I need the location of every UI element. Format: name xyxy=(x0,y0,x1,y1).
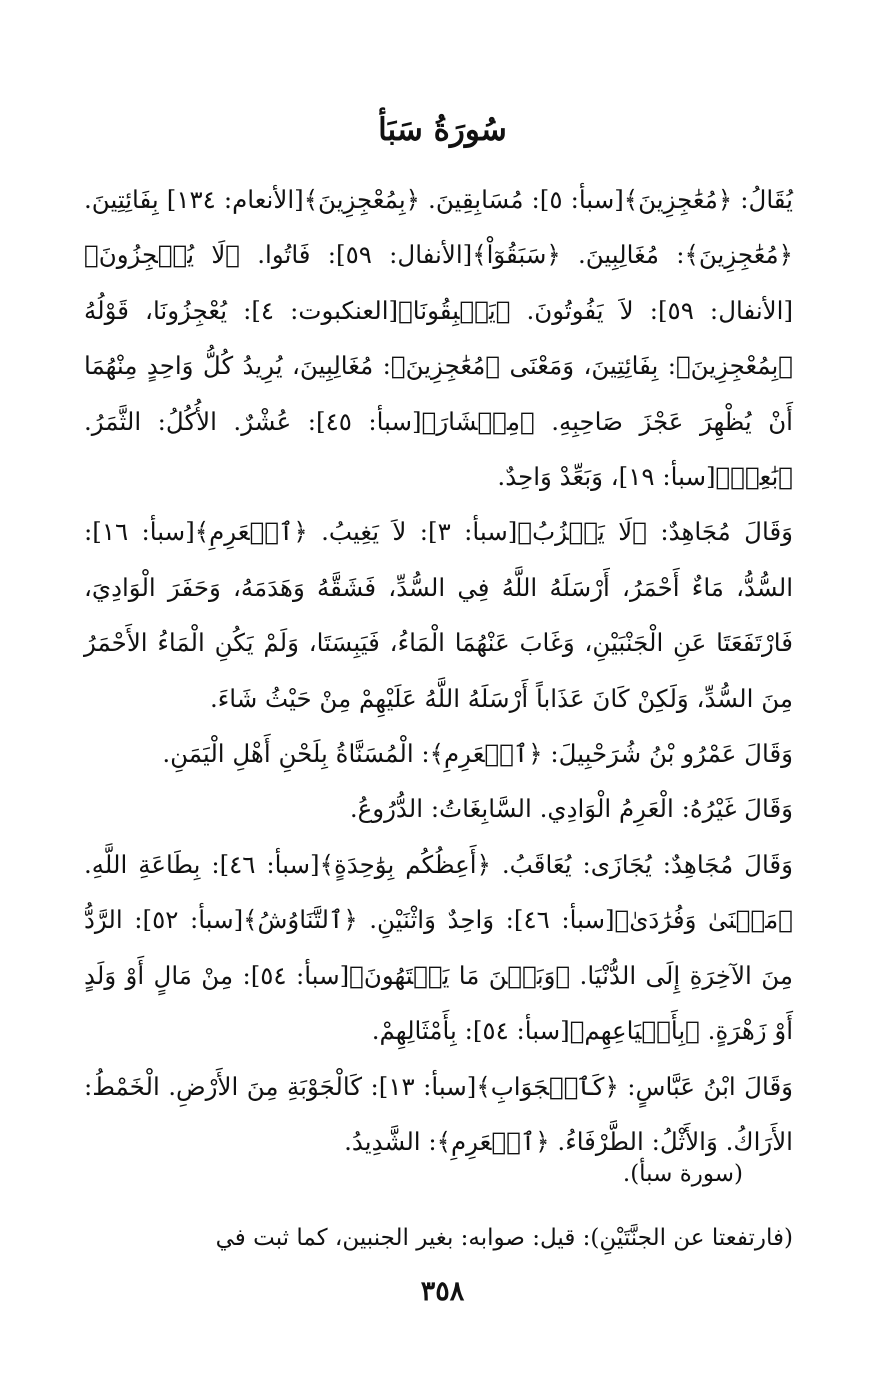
paragraph-muajizin: يُقَالُ: ﴿مُعَٰجِزِينَ﴾[سبأ: ٥]: مُسَابِقِينَ. ﴿بِمُعْجِزِينَ﴾[الأنعام: ١٣٤] بِفَائِتِينَ. ﴿مُعَٰجِزِينَ﴾: مُغَالِبِينَ. ﴿سَبَقُوٓاْ﴾[الأنفال: ٥٩]: فَاتُوا. ﴿لَا يُعۡجِزُونَ﴾[الأنفال: ٥٩]: لاَ يَفُوتُونَ. ﴿يَسۡبِقُونَا﴾[العنكبوت: ٤]: يُعْجِزُونَا، قَوْلُهُ ﴿بِمُعْجِزِينَ﴾: بِفَائِتِينَ، وَمَعْنَى ﴿مُعَٰجِزِينَ﴾: مُغَالِبِينَ، يُرِيدُ كُلُّ وَاحِدٍ مِنْهُمَا أَنْ يُظْهِرَ عَجْزَ صَاحِبِهِ. ﴿مِعۡشَارَ﴾[سبأ: ٤٥]: عُشْرٌ. الأُكُلُ: الثَّمَرُ. ﴿بَٰعِدۡ﴾[سبأ: ١٩]، وَبَعِّدْ وَاحِدٌ. xyxy=(84,185,794,492)
footnote-heading: (سورة سبأ). xyxy=(622,1161,743,1187)
paragraph-others: وَقَالَ غَيْرُهُ: الْعَرِمُ الْوَادِي. السَّابِغَاتُ: الدُّرُوعُ. xyxy=(349,794,793,824)
paragraph-ibn-abbas: وَقَالَ ابْنُ عَبَّاسٍ: ﴿كَٱلۡجَوَابِ﴾[سبأ: ١٣]: كَالْجَوْبَةِ مِنَ الأَرْضِ. الْخَمْطُ: الأَرَاكُ. وَالأَثْلُ: الطَّرْفَاءُ. ﴿ٱلۡعَرِمِ﴾: الشَّدِيدُ. xyxy=(84,1071,793,1156)
commentary-text xyxy=(84,172,793,1169)
paragraph-mujahid-yujaza: وَقَالَ مُجَاهِدٌ: يُجَازَى: يُعَاقَبُ. ﴿أَعِظُكُم بِوَٰحِدَةٍ﴾[سبأ: ٤٦]: بِطَاعَةِ اللَّهِ. ﴿مَثۡنَىٰ وَفُرَٰدَىٰ﴾[سبأ: ٤٦]: وَاحِدٌ وَاثْنَيْنِ. ﴿ٱلتَّنَاوُشُ﴾[سبأ: ٥٢]: الرَّدُّ مِنَ الآخِرَةِ إِلَى الدُّنْيَا. ﴿وَبَيۡنَ مَا يَشۡتَهُونَ﴾[سبأ: ٥٤]: مِنْ مَالٍ أَوْ وَلَدٍ أَوْ زَهْرَةٍ. ﴿بِأَشۡيَاعِهِم﴾[سبأ: ٥٤]: بِأَمْثَالِهِمْ. xyxy=(84,849,794,1046)
page-number: ٣٥٨ xyxy=(420,1276,465,1307)
footnote-text: (فارتفعتا عن الجنَّتَيْنِ): قيل: صوابه: بغير الجنبين، كما ثبت في xyxy=(215,1225,793,1251)
surah-title: سُورَةُ سَبَأ xyxy=(378,112,507,148)
paragraph-amr-ibn-shurahbil: وَقَالَ عَمْرُو بْنُ شُرَحْبِيلَ: ﴿ٱلۡعَرِمِ﴾: الْمُسَنَّاةُ بِلَحْنِ أَهْلِ الْيَمَنِ. xyxy=(162,739,793,769)
paragraph-mujahid-arim: وَقَالَ مُجَاهِدٌ: ﴿لَا يَعۡزُبُ﴾[سبأ: ٣]: لاَ يَغِيبُ. ﴿ٱلۡعَرِمِ﴾[سبأ: ١٦]: السُّدُّ، مَاءٌ أَحْمَرُ، أَرْسَلَهُ اللَّهُ فِي السُّدِّ، فَشَقَّهُ وَهَدَمَهُ، وَحَفَرَ الْوَادِيَ، فَارْتَفَعَتَا عَنِ الْجَنْبَيْنِ، وَغَابَ عَنْهُمَا الْمَاءُ، فَيَبِسَتَا، وَلَمْ يَكُنِ الْمَاءُ الأَحْمَرُ مِنَ السُّدِّ، وَلَكِنْ كَانَ عَذَاباً أَرْسَلَهُ اللَّهُ عَلَيْهِمْ مِنْ حَيْثُ شَاءَ. xyxy=(84,517,793,713)
